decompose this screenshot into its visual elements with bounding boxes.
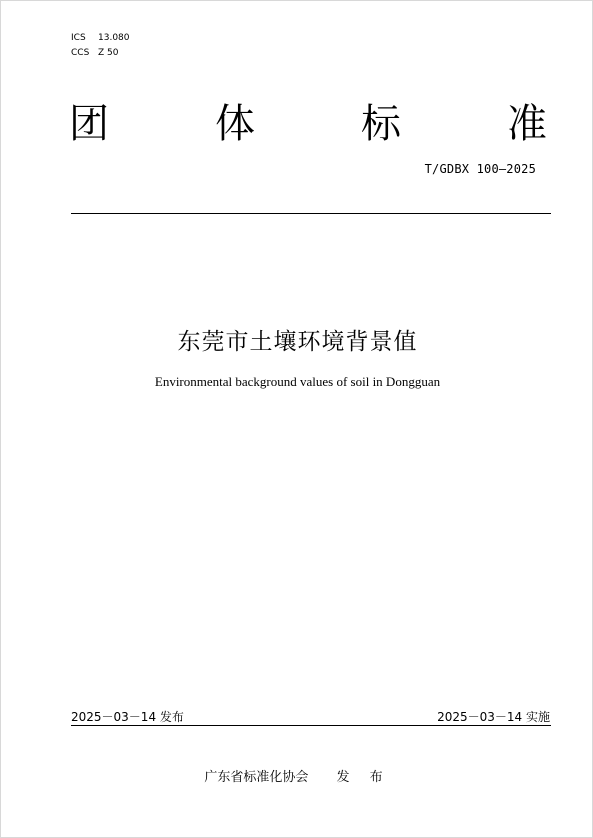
publisher-line	[1, 766, 593, 785]
document-type-char: 标	[361, 101, 401, 147]
ics-value: 13.080	[98, 33, 130, 43]
publisher-action: 发 布	[336, 770, 391, 785]
title-chinese: 东莞市土壤环境背景值	[177, 329, 418, 355]
ics-label: ICS	[71, 33, 86, 43]
title-english: Environmental background values of soil in Dongguan	[154, 374, 441, 389]
effective-date: 2025－03－14 实施	[437, 710, 550, 724]
ccs-label: CCS	[71, 48, 90, 58]
ccs-value: Z 50	[98, 48, 119, 58]
issue-date: 2025－03－14 发布	[71, 710, 184, 724]
document-type-title	[69, 99, 547, 149]
ccs-line	[71, 46, 130, 61]
classification-codes	[71, 31, 130, 61]
document-type-char: 体	[215, 101, 255, 147]
header-divider	[71, 213, 551, 214]
document-type-char: 准	[507, 101, 547, 147]
publisher-name: 广东省标准化协会	[204, 770, 309, 785]
ics-line	[71, 31, 130, 46]
standard-number: T/GDBX 100—2025	[424, 162, 536, 176]
footer-divider	[71, 725, 551, 726]
document-type-char: 团	[69, 101, 109, 147]
